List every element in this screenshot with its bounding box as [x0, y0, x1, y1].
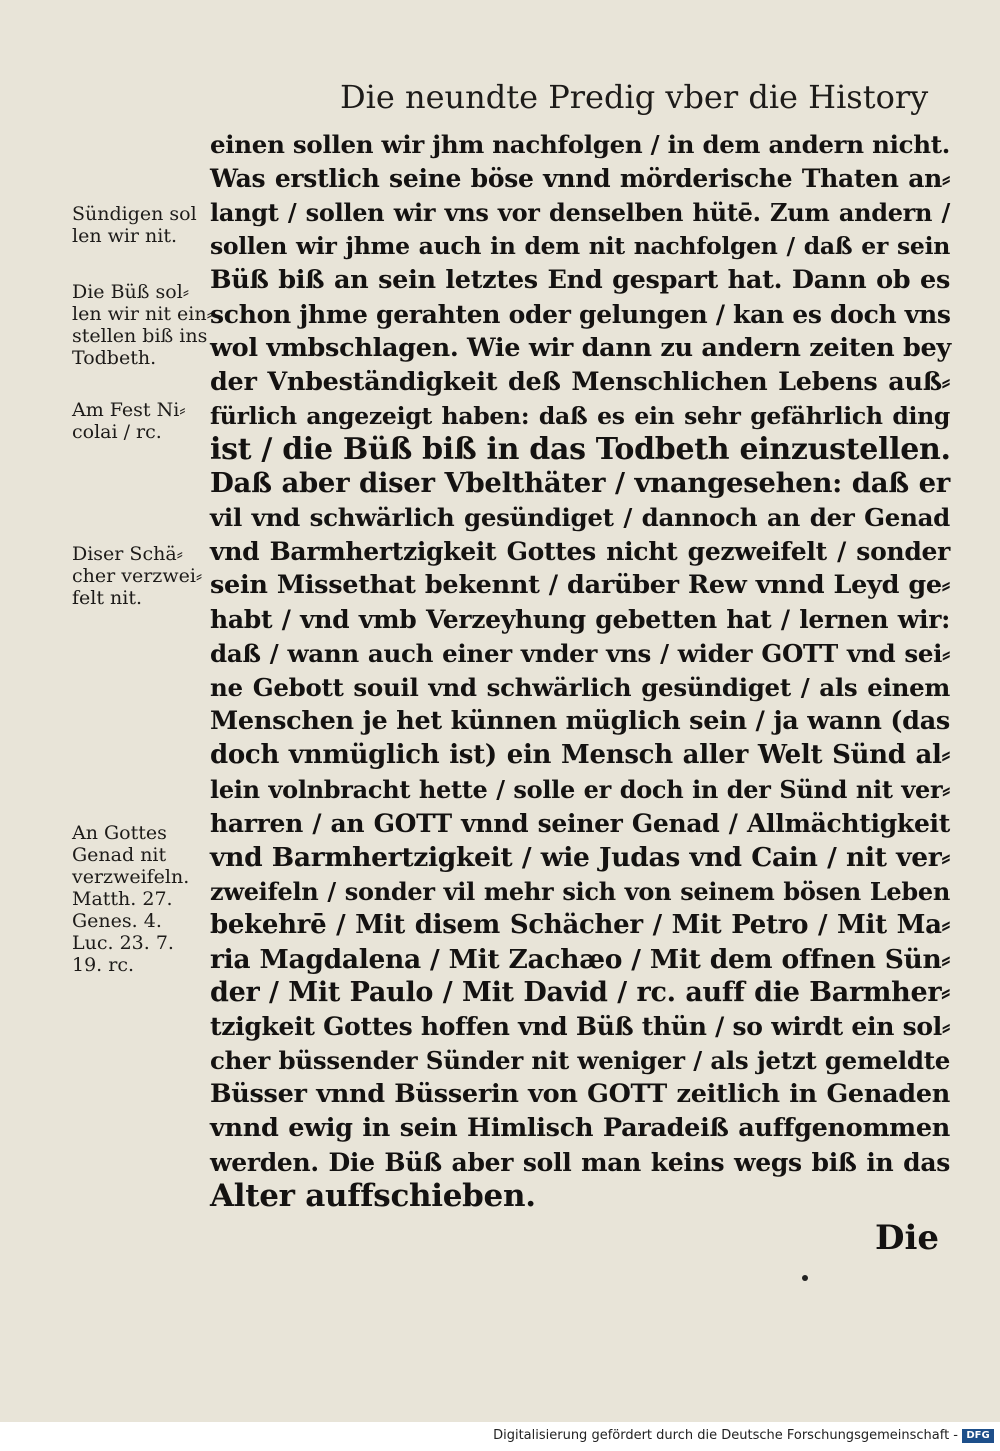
text-line: Büß biß an sein letztes End gespart hat. Dann ob es [210, 264, 950, 295]
text-line: schon jhme gerahten oder gelungen / kan es doch vns [210, 299, 951, 329]
text-line: Büsser vnnd Büsserin von GOTT zeitlich in Genaden [210, 1079, 950, 1110]
margin-note-line: colai / rc. [72, 421, 162, 443]
dfg-logo-icon: DFG [962, 1429, 994, 1443]
text-line: wol vmbschlagen. Wie wir dann zu andern zeiten bey [210, 332, 951, 363]
text-line: werden. Die Büß aber soll man keins wegs biß in das [210, 1148, 950, 1178]
text-line: fürlich angezeigt haben: daß es ein sehr gefährlich ding [210, 401, 950, 430]
margin-note-line: Die Büß sol⸗ [72, 281, 190, 303]
margin-note-line: 19. rc. [72, 954, 135, 976]
margin-note-line: Luc. 23. 7. [72, 932, 174, 954]
margin-note-2 [72, 281, 212, 369]
text-line: harren / an GOTT vnnd seiner Genad / Allmächtigkeit [210, 808, 950, 838]
text-line: vnnd ewig in sein Himlisch Paradeiß auffgenommen [210, 1113, 950, 1144]
text-line: zweifeln / sonder vil mehr sich von seinem bösen Leben [210, 876, 950, 906]
text-line: vnd Barmhertzigkeit / wie Judas vnd Cain / nit ver⸗ [210, 841, 950, 873]
margin-note-line: Diser Schä⸗ [72, 543, 183, 565]
margin-note-line: Matth. 27. [72, 888, 173, 910]
margin-note-line: stellen biß ins [72, 325, 208, 347]
text-line: ne Gebott souil vnd schwärlich gesündiget / als einem [210, 673, 950, 702]
text-line: sein Missethat bekennt / darüber Rew vnnd Leyd ge⸗ [210, 570, 950, 601]
text-line: ist / die Büß biß in das Todbeth einzustellen. [210, 432, 951, 468]
margin-note-line: Sündigen sol [72, 203, 197, 225]
text-line: langt / sollen wir vns vor denselben hütē. Zum andern / [210, 197, 950, 227]
text-line: Daß aber diser Vbelthäter / vnangesehen: daß er [210, 467, 950, 500]
margin-note-line: len wir nit. [72, 225, 178, 247]
ink-dot [802, 1275, 808, 1281]
text-line: daß / wann auch einer vnder vns / wider GOTT vnd sei⸗ [210, 639, 950, 669]
text-line: lein volnbracht hette / solle er doch in der Sünd nit ver⸗ [210, 774, 950, 804]
text-line: bekehrē / Mit disem Schächer / Mit Petro / Mit Ma⸗ [210, 909, 950, 940]
margin-note-4 [72, 543, 212, 609]
footer-credit: Digitalisierung gefördert durch die Deutsche Forschungsgemeinschaft - [493, 1428, 958, 1443]
margin-note-3 [72, 399, 212, 443]
margin-note-line: cher verzwei⸗ [72, 565, 203, 587]
main-text-block [210, 128, 950, 1214]
text-line: einen sollen wir jhm nachfolgen / in dem andern nicht. [210, 130, 950, 159]
text-line: ria Magdalena / Mit Zachæo / Mit dem offnen Sün⸗ [210, 943, 950, 975]
text-line: sollen wir jhme auch in dem nit nachfolgen / daß er sein [210, 231, 950, 260]
text-line: habt / vnd vmb Verzeyhung gebetten hat / lernen wir: [210, 605, 950, 635]
text-line: vil vnd schwärlich gesündiget / dannoch an der Genad [210, 503, 950, 533]
text-line: doch vnmüglich ist) ein Mensch aller Welt Sünd al⸗ [210, 739, 950, 770]
margin-note-line: Genad nit [72, 844, 167, 866]
margin-note-5 [72, 822, 212, 976]
text-line: Alter auffschieben. [210, 1178, 536, 1215]
margin-note-line: Todbeth. [72, 347, 157, 369]
margin-note-line: Am Fest Ni⸗ [72, 399, 186, 421]
margin-note-line: Genes. 4. [72, 910, 162, 932]
footer-bar [0, 1422, 1000, 1451]
text-line: cher büssender Sünder nit weniger / als jetzt gemeldte [210, 1046, 950, 1076]
margin-note-line: verzweifeln. [72, 866, 190, 888]
text-line: vnd Barmhertzigkeit Gottes nicht gezweifelt / sonder [210, 537, 950, 567]
margin-note-line: An Gottes [72, 822, 167, 844]
margin-note-line: felt nit. [72, 587, 143, 609]
text-line: Menschen je het künnen müglich sein / ja wann (das [210, 705, 950, 736]
text-line: Was erstlich seine böse vnnd mörderische Thaten an⸗ [210, 163, 950, 193]
text-line: der / Mit Paulo / Mit David / rc. auff die Barmher⸗ [210, 977, 950, 1009]
margin-note-1 [72, 203, 212, 247]
text-line: der Vnbeständigkeit deß Menschlichen Lebens auß⸗ [210, 366, 950, 397]
catchword: Die [875, 1218, 940, 1258]
text-line: tzigkeit Gottes hoffen vnd Büß thün / so wirdt ein sol⸗ [210, 1012, 950, 1042]
margin-note-line: len wir nit ein⸗ [72, 303, 213, 325]
running-header: Die neundte Predig vber die History [340, 78, 929, 116]
